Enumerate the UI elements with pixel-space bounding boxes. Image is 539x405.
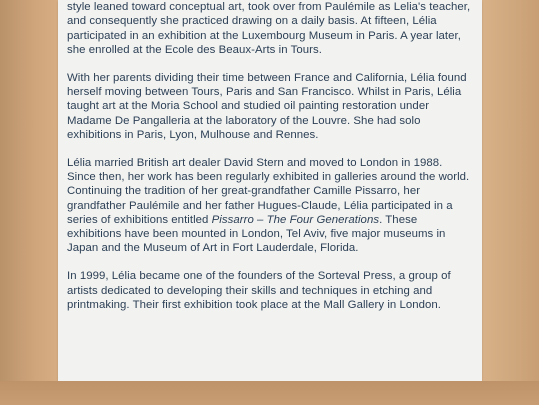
paragraph-2: With her parents dividing their time between France and California, Lélia found herself moving between Tours, Paris and San Francisco. Whilst in Paris, Lélia taught art at the Moria School and studied oil painting restoration under Madame De Pangalleria at the laboratory of the Louvre. She had solo exhibitions in Paris, Lyon, Mulhouse and Rennes. [67, 72, 467, 141]
paragraph-1: style leaned toward conceptual art, took over from Paulémile as Lelia's teacher, and consequently she practiced drawing on a daily basis. At fifteen, Lélia participated in an exhibition at the Luxembourg Museum in Paris. A year later, she enrolled at the Ecole des Beaux-Arts in Tours. [67, 1, 471, 56]
panel-text [67, 0, 471, 326]
paragraph-3-part-2: . These exhibitions have been mounted in London, Tel Aviv, five major museums in Japan and the Museum of Art in Fort Lauderdale, Florida. [67, 213, 446, 255]
paragraph-4: In 1999, Lélia became one of the founders of the Sorteval Press, a group of artists dedicated to developing their skills and techniques in etching and printmaking. Their first exhibition took place at the Mall Gallery in London. [67, 270, 451, 311]
wall-right [481, 0, 539, 405]
exhibition-title: Pissarro – The Four Generations [211, 213, 380, 226]
paragraph-3 [67, 156, 471, 255]
text-panel [58, 0, 482, 381]
wall-bottom [0, 381, 539, 405]
wall-left [0, 0, 58, 405]
paragraph-3-part-1: Lélia married British art dealer David Stern and moved to London in 1988. Since then, her work has been regularly exhibited in galleries around the world. Continuing the tradition of her great-grandfather Camille Pissarro, her grandfather Paulémile and her father Hugues-Claude, Lélia participated in a series of exhibitions entitled [67, 157, 470, 226]
